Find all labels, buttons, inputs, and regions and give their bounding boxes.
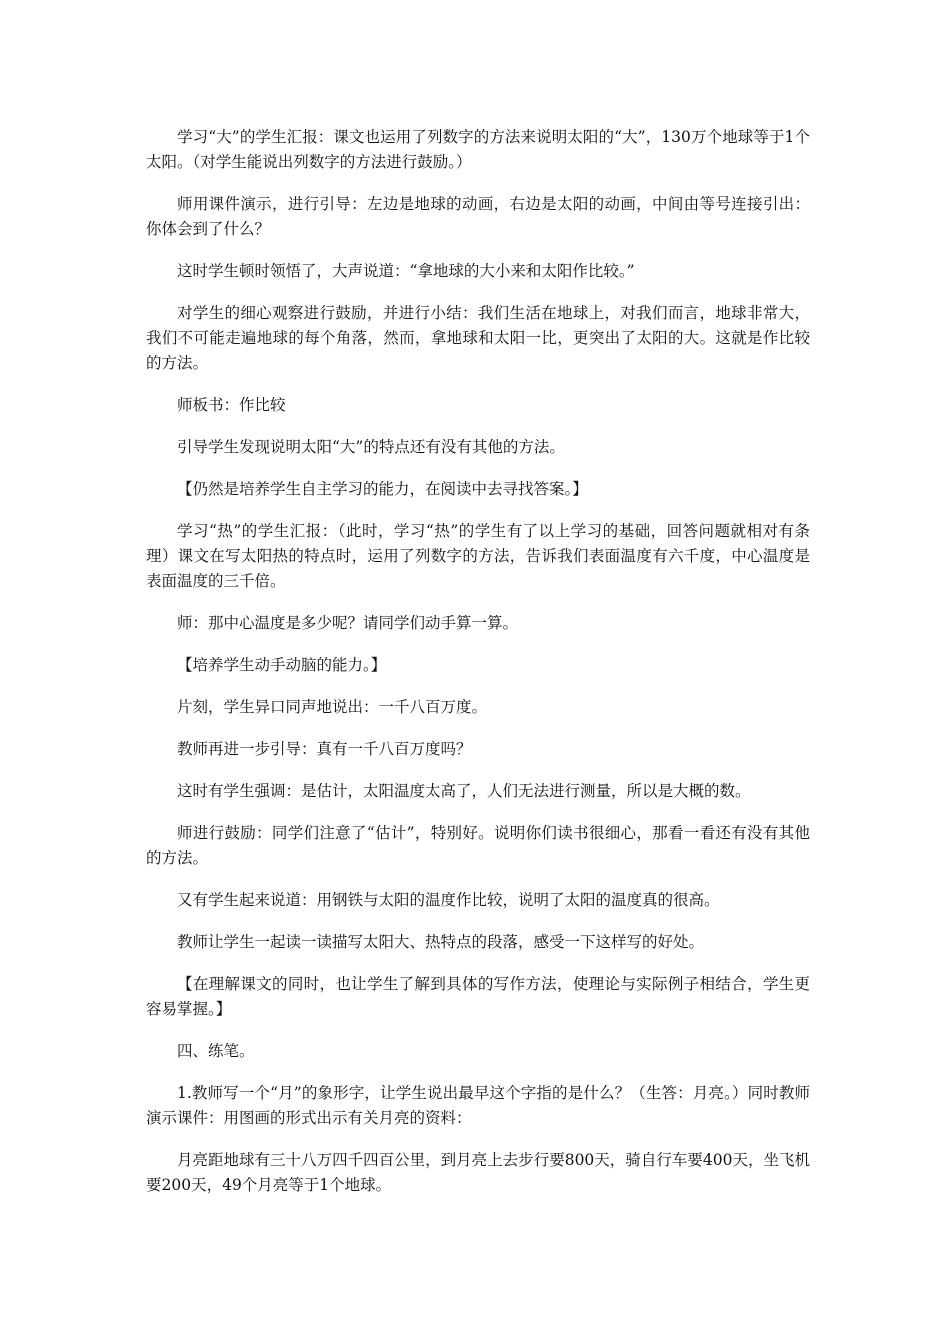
- paragraph: 师用课件演示，进行引导：左边是地球的动画，右边是太阳的动画，中间由等号连接引出：你体会到了什么？: [146, 195, 810, 238]
- paragraph: 教师再进一步引导：真有一千八百万度吗？: [177, 740, 472, 758]
- paragraph: 片刻，学生异口同声地说出：一千八百万度。: [177, 698, 488, 716]
- paragraph: 【在理解课文的同时，也让学生了解到具体的写作方法，使理论与实际例子相结合，学生更容易掌握。】: [146, 975, 810, 1018]
- paragraph: 师板书：作比较: [177, 396, 286, 414]
- paragraph: 这时学生顿时领悟了，大声说道：“拿地球的大小来和太阳作比较。”: [177, 262, 635, 280]
- document-body: [146, 125, 810, 1215]
- paragraph: 这时有学生强调：是估计，太阳温度太高了，人们无法进行测量，所以是大概的数。: [177, 782, 751, 800]
- paragraph: 学习“大”的学生汇报：课文也运用了列数字的方法来说明太阳的“大”，130万个地球等于1个太阳。（对学生能说出列数字的方法进行鼓励。）: [146, 128, 810, 171]
- paragraph: 引导学生发现说明太阳“大”的特点还有没有其他的方法。: [177, 438, 565, 456]
- paragraph: 师：那中心温度是多少呢？请同学们动手算一算。: [177, 614, 519, 632]
- paragraph: 教师让学生一起读一读描写太阳大、热特点的段落，感受一下这样写的好处。: [177, 933, 705, 951]
- paragraph: 【仍然是培养学生自主学习的能力，在阅读中去寻找答案。】: [177, 480, 588, 498]
- paragraph: 又有学生起来说道：用钢铁与太阳的温度作比较，说明了太阳的温度真的很高。: [177, 891, 720, 909]
- section-heading: 四、练笔。: [177, 1042, 255, 1060]
- paragraph: 师进行鼓励：同学们注意了“估计”，特别好。说明你们读书很细心，那看一看还有没有其他的方法。: [146, 824, 810, 867]
- paragraph: 月亮距地球有三十八万四千四百公里，到月亮上去步行要800天，骑自行车要400天，坐飞机要200天，49个月亮等于1个地球。: [146, 1151, 810, 1194]
- paragraph: 对学生的细心观察进行鼓励，并进行小结：我们生活在地球上，对我们而言，地球非常大，我们不可能走遍地球的每个角落，然而，拿地球和太阳一比，更突出了太阳的大。这就是作比较的方法。: [146, 304, 810, 372]
- paragraph: 1.教师写一个“月”的象形字，让学生说出最早这个字指的是什么？（生答：月亮。）同时教师演示课件：用图画的形式出示有关月亮的资料：: [146, 1084, 810, 1127]
- paragraph: 【培养学生动手动脑的能力。】: [177, 656, 387, 674]
- paragraph: 学习“热”的学生汇报：（此时，学习“热”的学生有了以上学习的基础，回答问题就相对有条理）课文在写太阳热的特点时，运用了列数字的方法，告诉我们表面温度有六千度，中心温度是表面温度的三千倍。: [146, 522, 810, 590]
